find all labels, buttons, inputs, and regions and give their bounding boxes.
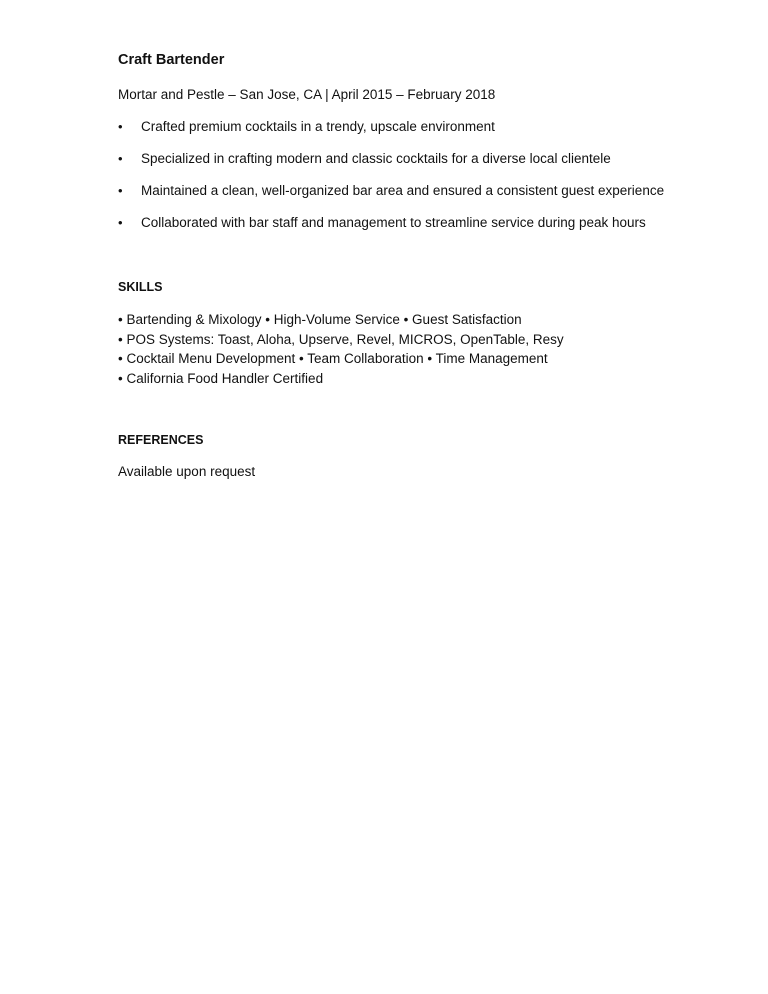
references-heading: REFERENCES (118, 433, 204, 447)
bullet-symbol: • (118, 119, 123, 134)
job-employer-dates: Mortar and Pestle – San Jose, CA | April 2015 – February 2018 (118, 87, 496, 102)
bullet-symbol: • (118, 215, 123, 230)
skills-line: • POS Systems: Toast, Aloha, Upserve, Revel, MICROS, OpenTable, Resy (118, 331, 564, 347)
skills-line: • California Food Handler Certified (118, 370, 324, 386)
job-duty: Collaborated with bar staff and management to streamline service during peak hours (141, 215, 646, 230)
bullet-symbol: • (118, 183, 123, 198)
skills-list (118, 310, 564, 388)
job-title: Craft Bartender (118, 52, 225, 68)
skills-line: • Cocktail Menu Development • Team Collaboration • Time Management (118, 351, 548, 366)
bullet-symbol: • (118, 151, 123, 166)
skills-heading: SKILLS (118, 280, 163, 294)
job-duty: Maintained a clean, well-organized bar area and ensured a consistent guest experience (141, 183, 665, 198)
references-text: Available upon request (118, 464, 256, 479)
skills-line: • Bartending & Mixology • High-Volume Service • Guest Satisfaction (118, 312, 522, 327)
job-duty: Crafted premium cocktails in a trendy, upscale environment (141, 119, 495, 134)
job-duty: Specialized in crafting modern and classic cocktails for a diverse local clientele (141, 151, 611, 166)
